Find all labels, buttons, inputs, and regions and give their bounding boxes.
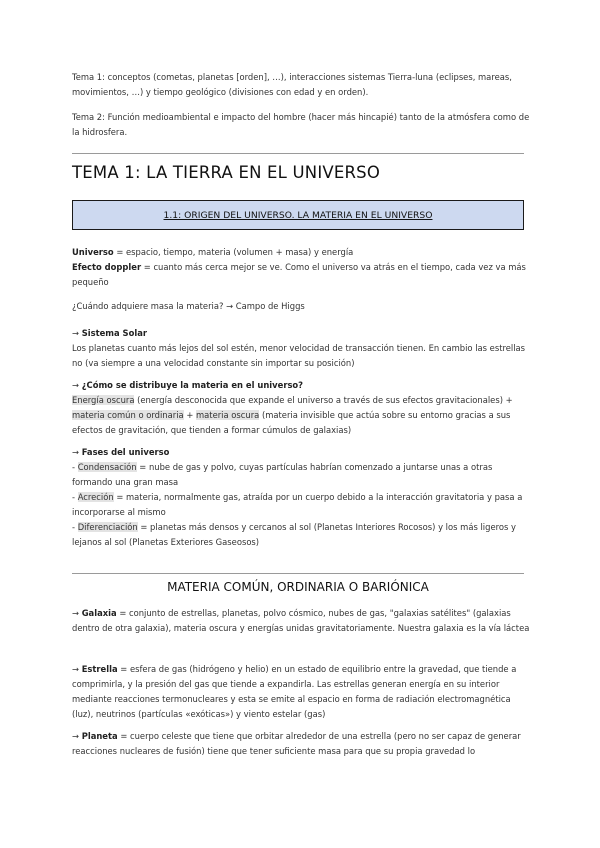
sistema-solar-heading: → Sistema Solar (72, 328, 147, 338)
tema1-note: Tema 1: conceptos (cometas, planetas [orden], …), interacciones sistemas Tierra-luna (eclipses, mareas, movimientos, …) y tiempo geológico (divisiones con edad y en orden). (72, 72, 512, 97)
highlight-condensacion: Condensación (77, 462, 137, 472)
highlight-materia-comun: materia común o ordinaria (72, 410, 184, 420)
section-header-box (72, 200, 524, 230)
estrella-block: → Estrella = esfera de gas (hidrógeno y helio) en un estado de equilibrio entre la gravedad, que tiende a comprimirla, y la presión del gas que tiende a expandirla. Las estrellas generan energía en su interior mediante reacciones termonucleares y esta se emite al espacio en forma de radiación electromagnética (luz), neutrinos (partículas «exóticas») y viento estelar (gas) (72, 664, 517, 719)
estrella-term: Estrella (81, 664, 118, 674)
galaxia-term: Galaxia (81, 608, 117, 618)
divider-top (72, 153, 524, 154)
universo-term: Universo (72, 247, 114, 257)
higgs-question: ¿Cuándo adquiere masa la materia? → Campo de Higgs (72, 301, 305, 311)
highlight-materia-oscura: materia oscura (196, 410, 260, 420)
section-header-text: 1.1: ORIGEN DEL UNIVERSO. LA MATERIA EN EL UNIVERSO (163, 209, 433, 221)
universo-definition: Universo = espacio, tiempo, materia (volumen + masa) y energía (72, 247, 354, 257)
arrow-icon: → (72, 328, 82, 338)
sistema-solar-text: Los planetas cuanto más lejos del sol estén, menor velocidad de transacción tienen. En cambio las estrellas no (va siempre a una velocidad constante sin importar su posición) (72, 343, 526, 368)
arrow-icon: → (72, 731, 82, 741)
doppler-definition: Efecto doppler = cuanto más cerca mejor se ve. Como el universo va atrás en el tiempo, cada vez va más pequeño (72, 262, 526, 287)
fases-block (72, 445, 532, 550)
highlight-energia-oscura: Energía oscura (72, 395, 135, 405)
doppler-term: Efecto doppler (72, 262, 142, 272)
tema2-note: Tema 2: Función medioambiental e impacto del hombre (hacer más hincapié) tanto de la atmósfera como de la hidrosfera. (72, 112, 530, 137)
materia-heading: MATERIA COMÚN, ORDINARIA O BARIÓNICA (167, 580, 429, 594)
definitions-block (72, 245, 532, 290)
list-item: - Condensación = nube de gas y polvo, cuyas partículas habrían comenzado a juntarse unas a otras formando una gran masa (72, 462, 493, 487)
highlight-acrecion: Acreción (77, 492, 114, 502)
arrow-icon: → (72, 664, 82, 674)
divider-middle (72, 573, 524, 574)
galaxia-block: → Galaxia = conjunto de estrellas, planetas, polvo cósmico, nubes de gas, "galaxias satélites" (galaxias dentro de otra galaxia), materia oscura y energías unidas gravitatoriamente. Nuestra galaxia es la vía láctea (72, 608, 530, 633)
fases-heading: → Fases del universo (72, 447, 170, 457)
sistema-solar-block (72, 326, 532, 371)
list-item: - Acreción = materia, normalmente gas, atraída por un cuerpo debido a la interacción gravitatoria y pasa a incorporarse al mismo (72, 492, 523, 517)
arrow-icon: → (72, 380, 82, 390)
distribucion-text: Energía oscura (energía desconocida que expande el universo a través de sus efectos gravitacionales) + materia común o ordinaria + materia oscura (materia invisible que actúa sobre su entorno gracias a sus efectos de gravitación, que tienden a formar cúmulos de galaxias) (72, 395, 513, 435)
distribucion-block (72, 378, 532, 438)
list-item: - Diferenciación = planetas más densos y cercanos al sol (Planetas Interiores Rocosos) y los más ligeros y lejanos al sol (Planetas Exteriores Gaseosos) (72, 522, 516, 547)
arrow-icon: → (72, 447, 82, 457)
distribucion-heading: → ¿Cómo se distribuye la materia en el universo? (72, 380, 304, 390)
planeta-term: Planeta (81, 731, 118, 741)
planeta-block: → Planeta = cuerpo celeste que tiene que orbitar alrededor de una estrella (pero no ser capaz de generar reacciones nucleares de fusión) tiene que tener suficiente masa para que su propia gravedad lo (72, 731, 521, 756)
highlight-diferenciacion: Diferenciación (77, 522, 138, 532)
page-title: TEMA 1: LA TIERRA EN EL UNIVERSO (72, 163, 381, 182)
arrow-icon: → (72, 608, 82, 618)
